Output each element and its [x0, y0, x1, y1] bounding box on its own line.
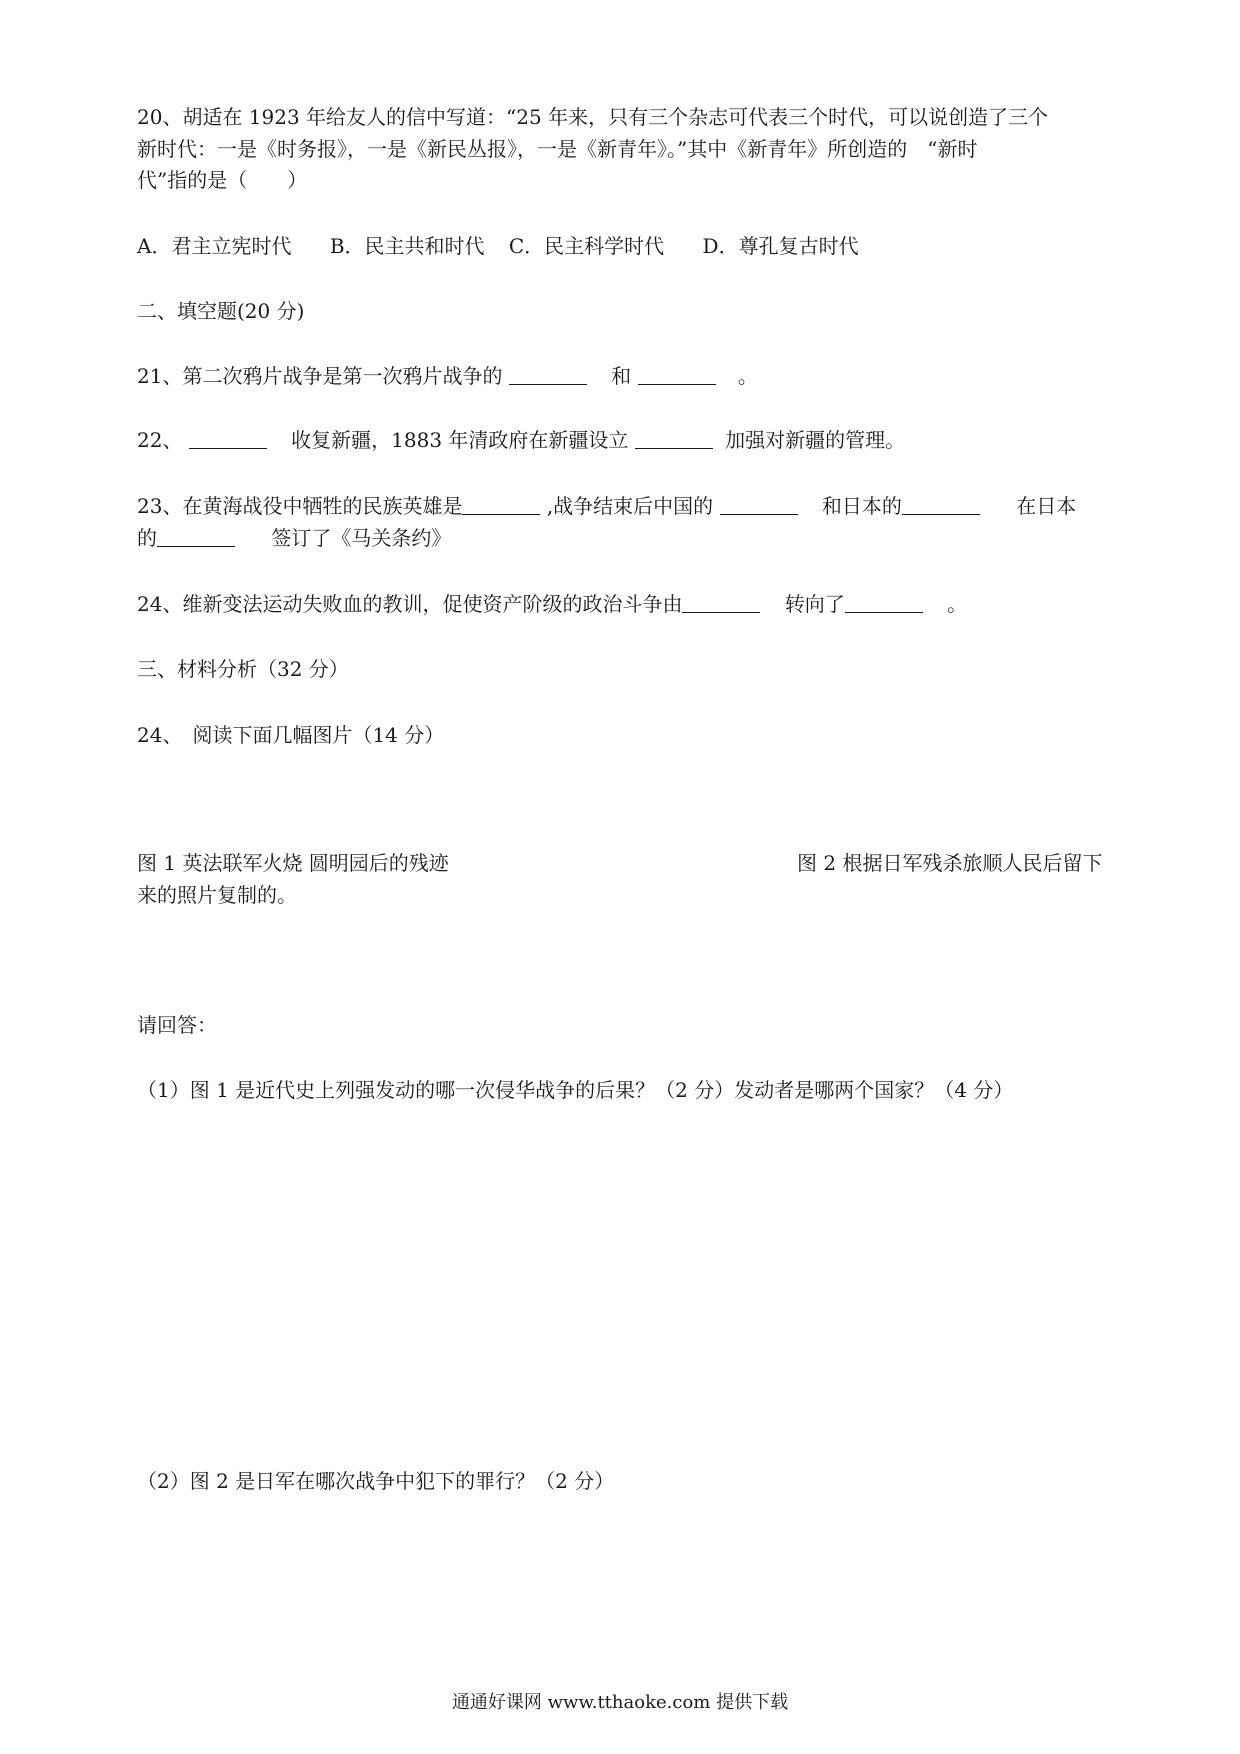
q21-blank-1	[509, 364, 587, 385]
q23-text-b: ,战争结束后中国的	[546, 494, 714, 518]
q20-line-2: 新时代：一是《时务报》，一是《新民丛报》，一是《新青年》。”其中《新青年》所创造的 “新时	[137, 137, 978, 161]
q22-blank-1	[189, 428, 267, 449]
q23-text-d: 在日本	[1016, 494, 1077, 518]
answer-prompt: 请回答：	[137, 1013, 217, 1037]
q23-text-a: 23、在黄海战役中牺牲的民族英雄是	[137, 494, 463, 518]
section3-title: 三、材料分析（32 分）	[137, 657, 349, 681]
q23-blank-2	[720, 494, 798, 515]
q21-text-c: 。	[737, 364, 758, 388]
q23-text-f: 签订了《马关条约》	[271, 526, 452, 550]
q23-blank-4	[157, 526, 235, 547]
q22-blank-2	[635, 428, 713, 449]
q21-text-a: 21、第二次鸦片战争是第一次鸦片战争的	[137, 364, 503, 388]
q24a-blank-2	[845, 592, 923, 613]
q21-text-b: 和	[611, 364, 632, 388]
q24a-text-a: 24、维新变法运动失败血的教训，促使资产阶级的政治斗争由	[137, 592, 683, 616]
q22-text-b: 收复新疆，1883 年清政府在新疆设立	[291, 428, 629, 452]
q23-text-c: 和日本的	[821, 494, 902, 518]
section2-title: 二、填空题(20 分)	[137, 299, 305, 323]
q22-text-c: 加强对新疆的管理。	[725, 428, 906, 452]
sub-question-1: （1）图 1 是近代史上列强发动的哪一次侵华战争的后果？（2 分）发动者是哪两个国家？（4 分）	[137, 1078, 1014, 1102]
q24a-text-c: 。	[947, 592, 968, 616]
q20-line-3: 代”指的是（ ）	[137, 168, 308, 192]
option-c: C．民主科学时代	[508, 234, 665, 258]
q24a-blank-1	[682, 592, 760, 613]
q21	[137, 360, 758, 392]
option-d: D．尊孔复古时代	[702, 234, 859, 258]
q23-blank-1	[462, 494, 540, 515]
q24-material: 24、 阅读下面几幅图片（14 分）	[137, 723, 445, 747]
fig1-caption: 图 1 英法联军火烧 圆明园后的残迹	[137, 851, 449, 875]
q20-line-1: 20、胡适在 1923 年给友人的信中写道：“25 年来，只有三个杂志可代表三个时代，可以说创造了三个	[137, 105, 1049, 129]
q20-options	[137, 230, 859, 262]
fig2-caption: 图 2 根据日军残杀旅顺人民后留下	[797, 851, 1103, 875]
q23-text-e: 的	[137, 526, 157, 550]
q23-blank-3	[902, 494, 980, 515]
q24a-text-b: 转向了	[784, 592, 845, 616]
q23-line-2	[137, 522, 451, 554]
q24-fill	[137, 588, 967, 620]
q23-line-1	[137, 490, 1076, 522]
q22-text-a: 22、	[137, 428, 183, 452]
option-a: A．君主立宪时代	[137, 234, 292, 258]
option-b: B．民主共和时代	[329, 234, 485, 258]
fig2-caption-cont: 来的照片复制的。	[137, 883, 297, 907]
sub-question-2: （2）图 2 是日军在哪次战争中犯下的罪行？（2 分）	[137, 1469, 615, 1493]
q21-blank-2	[638, 364, 716, 385]
page-footer: 通通好课网 www.tthaoke.com 提供下载	[451, 1692, 789, 1713]
q22	[137, 424, 905, 456]
